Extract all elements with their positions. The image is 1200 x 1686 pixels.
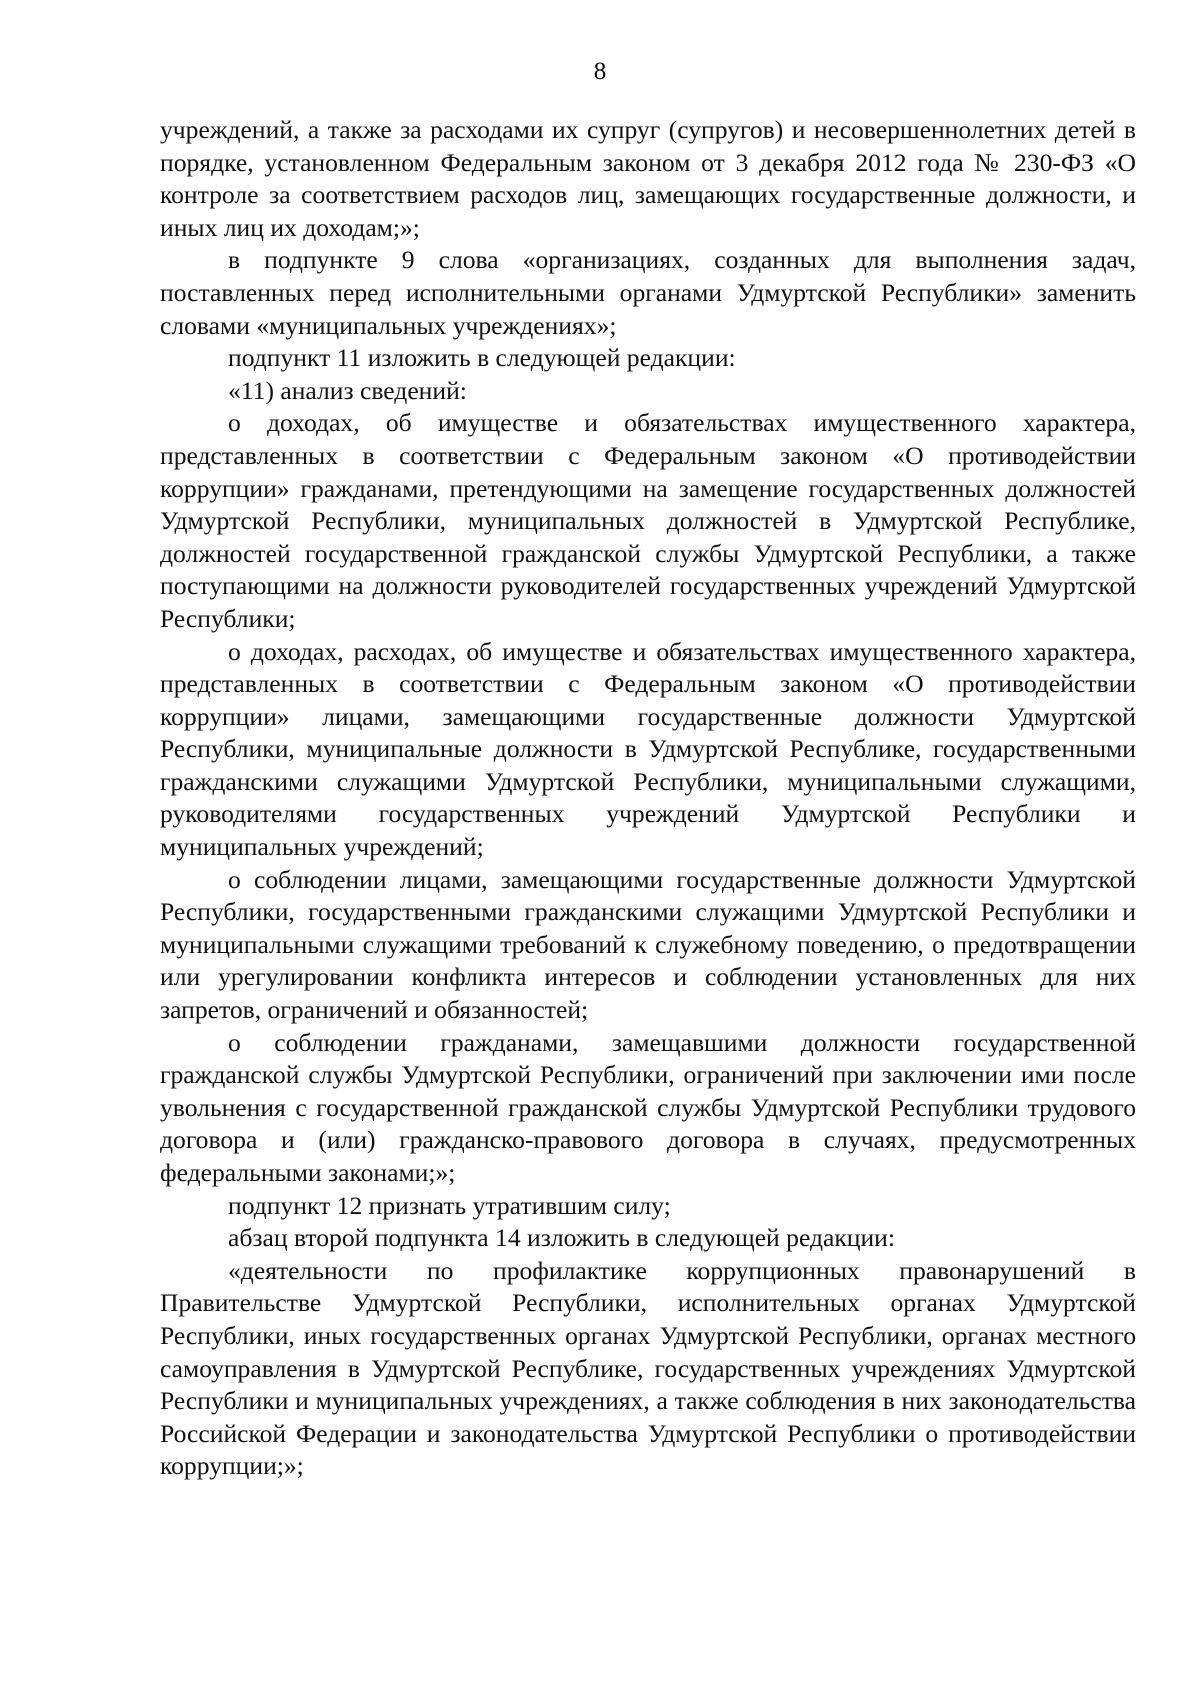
paragraph: подпункт 12 признать утратившим силу; <box>228 1190 671 1220</box>
paragraph: подпункт 11 изложить в следующей редакции: <box>228 343 736 373</box>
paragraph: «деятельности по профилактике коррупционных правонарушений в Правительстве Удмуртской Республики, исполнительных органах Удмуртской Республики, иных государственных органах Удмуртской Республики, органах местного самоуправления в Удмуртской Республике, государственных учреждениях Удмуртской Республики и муниципальных учреждениях, а также соблюдения в них законодательства Российской Федерации и законодательства Удмуртской Республики о противодействии коррупции;»; <box>160 1255 1136 1481</box>
paragraph: о доходах, расходах, об имуществе и обязательствах имущественного характера, представленных в соответствии с Федеральным законом «О противодействии коррупции» лицами, замещающими государственные должности Удмуртской Республики, муниципальные должности в Удмуртской Республике, государственными гражданскими служащими Удмуртской Республики, муниципальными служащими, руководителями государственных учреждений Удмуртской Республики и муниципальных учреждений; <box>160 636 1136 862</box>
paragraph: «11) анализ сведений: <box>228 375 467 405</box>
paragraph: абзац второй подпункта 14 изложить в следующей редакции: <box>228 1223 895 1253</box>
paragraph: учреждений, а также за расходами их супруг (супругов) и несовершеннолетних детей в порядке, установленном Федеральным законом от 3 декабря 2012 года № 230-ФЗ «О контроле за соответствием расходов лиц, замещающих государственные должности, и иных лиц их доходам;»; <box>160 115 1136 242</box>
paragraph: о соблюдении лицами, замещающими государственные должности Удмуртской Республики, государственными гражданскими служащими Удмуртской Республики и муниципальными служащими требований к служебному поведению, о предотвращении или урегулировании конфликта интересов и соблюдении установленных для них запретов, ограничений и обязанностей; <box>160 864 1136 1025</box>
paragraph: в подпункте 9 слова «организациях, созданных для выполнения задач, поставленных перед исполнительными органами Удмуртской Республики» заменить словами «муниципальных учреждениях»; <box>160 245 1136 340</box>
document-body <box>160 114 1136 1483</box>
paragraph: о доходах, об имуществе и обязательствах имущественного характера, представленных в соответствии с Федеральным законом «О противодействии коррупции» гражданами, претендующими на замещение государственных должностей Удмуртской Республики, муниципальных должностей в Удмуртской Республике, должностей государственной гражданской службы Удмуртской Республики, а также поступающими на должности руководителей государственных учреждений Удмуртской Республики; <box>160 408 1136 633</box>
paragraph: о соблюдении гражданами, замещавшими должности государственной гражданской службы Удмуртской Республики, ограничений при заключении ими после увольнения с государственной гражданской службы Удмуртской Республики трудового договора и (или) гражданско-правового договора в случаях, предусмотренных федеральными законами;»; <box>160 1027 1136 1187</box>
page-number: 8 <box>593 58 607 85</box>
